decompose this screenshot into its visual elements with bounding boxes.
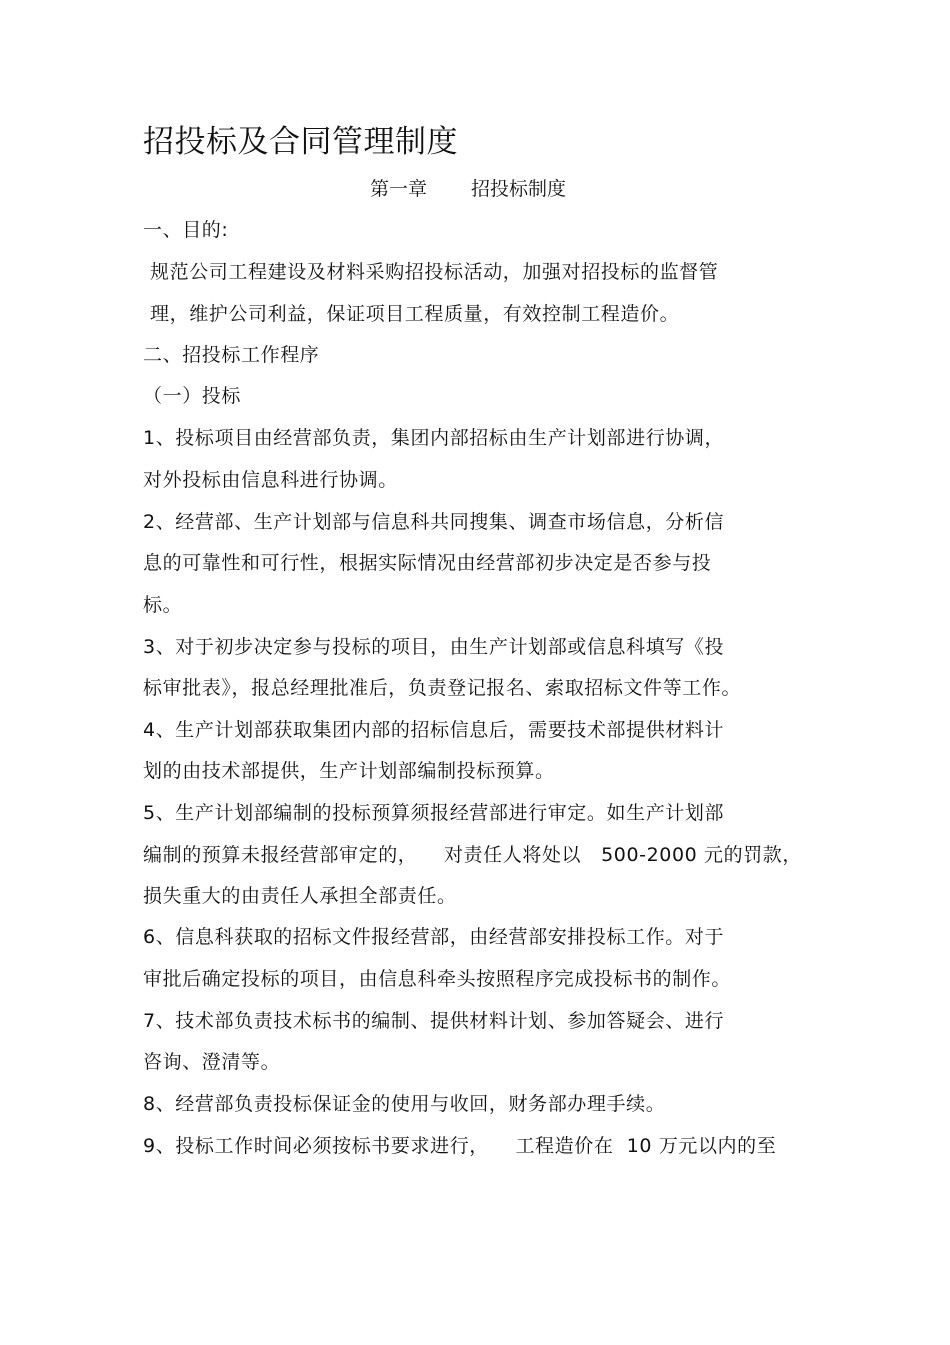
list-item-line: 损失重大的由责任人承担全部责任。 [143, 885, 457, 907]
document-title: 招投标及合同管理制度 [143, 124, 458, 160]
list-item-line: 9、投标工作时间必须按标书要求进行， 工程造价在 10 万元以内的至 [143, 1135, 777, 1157]
paragraph-line: 理，维护公司利益，保证项目工程质量，有效控制工程造价。 [150, 303, 680, 325]
section-heading-procedure: 二、招投标工作程序 [143, 344, 320, 366]
list-item-line: 1、投标项目由经营部负责，集团内部招标由生产计划部进行协调， [143, 427, 725, 449]
list-item-line: 审批后确定投标的项目，由信息科牵头按照程序完成投标书的制作。 [143, 968, 732, 990]
list-item-line: 7、技术部负责技术标书的编制、提供材料计划、参加答疑会、进行 [143, 1010, 725, 1032]
list-item-line: 咨询、澄清等。 [143, 1051, 281, 1073]
list-item-line: 编制的预算未报经营部审定的， 对责任人将处以 500-2000 元的罚款， [143, 844, 802, 866]
list-item-line: 标审批表》，报总经理批准后，负责登记报名、索取招标文件等工作。 [143, 677, 742, 699]
chapter-heading [370, 174, 566, 204]
section-heading-purpose: 一、目的: [143, 219, 229, 241]
paragraph-line: 规范公司工程建设及材料采购招投标活动，加强对招投标的监督管 [150, 261, 719, 283]
list-item-line: 对外投标由信息科进行协调。 [143, 469, 398, 491]
list-item-line: 3、对于初步决定参与投标的项目，由生产计划部或信息科填写《投 [143, 636, 725, 658]
list-item-line: 划的由技术部提供，生产计划部编制投标预算。 [143, 760, 555, 782]
chapter-number: 第一章 [370, 178, 428, 200]
chapter-name: 招投标制度 [471, 178, 567, 200]
list-item-line: 标。 [143, 594, 183, 616]
list-item-line: 8、经营部负责投标保证金的使用与收回，财务部办理手续。 [143, 1093, 666, 1115]
list-item-line: 4、生产计划部获取集团内部的招标信息后，需要技术部提供材料计 [143, 719, 725, 741]
list-item-line: 6、信息科获取的招标文件报经营部，由经营部安排投标工作。对于 [143, 926, 725, 948]
list-item-line: 2、经营部、生产计划部与信息科共同搜集、调查市场信息，分析信 [143, 511, 725, 533]
subsection-heading-bidding: （一）投标 [143, 385, 242, 407]
list-item-line: 5、生产计划部编制的投标预算须报经营部进行审定。如生产计划部 [143, 802, 725, 824]
list-item-line: 息的可靠性和可行性，根据实际情况由经营部初步决定是否参与投 [143, 552, 712, 574]
